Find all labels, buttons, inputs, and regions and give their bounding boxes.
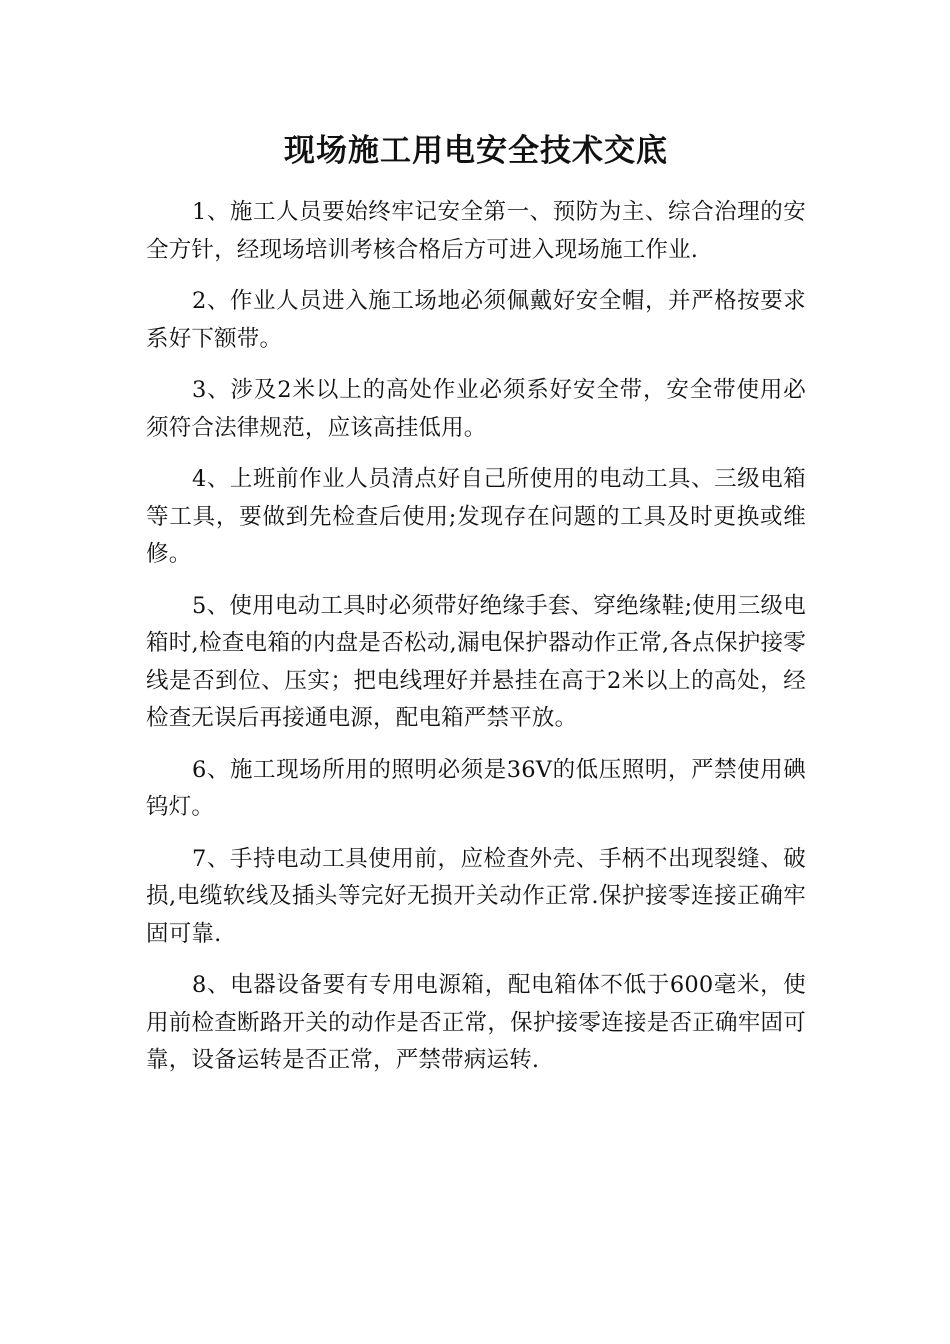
paragraph-3: 3、涉及2米以上的高处作业必须系好安全带，安全带使用必须符合法律规范，应该高挂低用。	[146, 377, 806, 441]
paragraph-4: 4、上班前作业人员清点好自己所使用的电动工具、三级电箱等工具，要做到先检查后使用;发现存在问题的工具及时更换或维修。	[146, 466, 806, 567]
paragraph-5: 5、使用电动工具时必须带好绝缘手套、穿绝缘鞋;使用三级电箱时,检查电箱的内盘是否松动,漏电保护器动作正常,各点保护接零线是否到位、压实；把电线理好并悬挂在高于2米以上的高处，经检查无误后再接通电源，配电箱严禁平放。	[146, 592, 806, 731]
paragraph-2: 2、作业人员进入施工场地必须佩戴好安全帽，并严格按要求系好下额带。	[146, 288, 806, 352]
document-page	[146, 126, 806, 1094]
document-title: 现场施工用电安全技术交底	[284, 133, 668, 169]
paragraph-7: 7、手持电动工具使用前，应检查外壳、手柄不出现裂缝、破损,电缆软线及插头等完好无损开关动作正常.保护接零连接正确牢固可靠.	[146, 845, 806, 947]
paragraph-1: 1、施工人员要始终牢记安全第一、预防为主、综合治理的安全方针，经现场培训考核合格后方可进入现场施工作业.	[146, 199, 806, 263]
paragraph-8: 8、电器设备要有专用电源箱，配电箱体不低于600毫米，使用前检查断路开关的动作是否正常，保护接零连接是否正确牢固可靠，设备运转是否正常，严禁带病运转.	[146, 972, 806, 1073]
paragraph-6: 6、施工现场所用的照明必须是36V的低压照明，严禁使用碘钨灯。	[146, 756, 806, 820]
